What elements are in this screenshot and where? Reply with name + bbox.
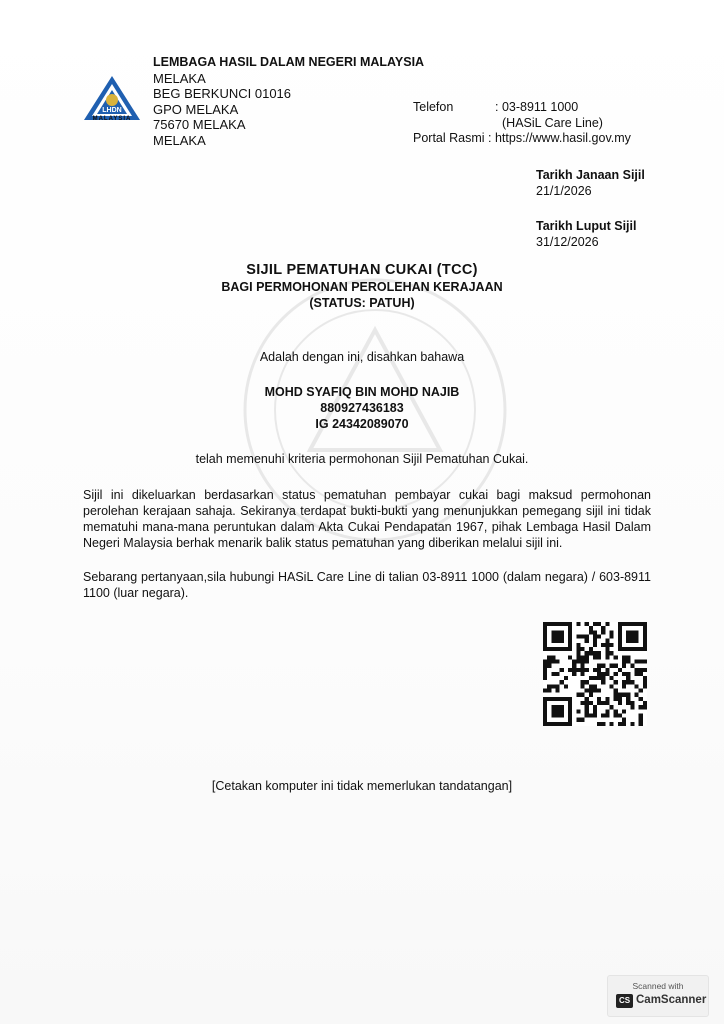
qr-module (614, 693, 618, 697)
qr-module (643, 705, 647, 709)
qr-module (585, 622, 589, 626)
qr-module (597, 701, 601, 705)
qr-module (643, 659, 647, 663)
qr-module (639, 705, 643, 709)
qr-module (576, 634, 580, 638)
qr-finder-part (543, 722, 572, 726)
qr-module (547, 664, 551, 668)
qr-module (618, 693, 622, 697)
logo-caption: MALAYSIA (92, 116, 132, 122)
qr-module (555, 672, 559, 676)
qr-module (585, 697, 589, 701)
qr-module (593, 639, 597, 643)
qr-module (593, 655, 597, 659)
qr-module (601, 701, 605, 705)
certificate-dates (536, 168, 645, 250)
qr-module (564, 676, 568, 680)
qr-module (614, 655, 618, 659)
qr-module (626, 697, 630, 701)
qr-module (626, 680, 630, 684)
qr-module (630, 664, 634, 668)
qr-module (597, 676, 601, 680)
qr-module (585, 651, 589, 655)
qr-module (576, 709, 580, 713)
intro-text: Adalah dengan ini, disahkan bahawa (259, 350, 465, 364)
expiry-date-label: Tarikh Luput Sijil (536, 219, 637, 233)
qr-finder-part (543, 622, 572, 626)
qr-module (560, 668, 564, 672)
qr-module (576, 693, 580, 697)
issue-date-label: Tarikh Janaan Sijil (536, 168, 645, 182)
qr-module (589, 693, 593, 697)
qr-module (639, 714, 643, 718)
qr-module (639, 722, 643, 726)
qr-module (618, 701, 622, 705)
qr-module (610, 722, 614, 726)
qr-module (601, 664, 605, 668)
qr-module (593, 634, 597, 638)
title-line-2: BAGI PERMOHONAN PEROLEHAN KERAJAAN (221, 280, 503, 294)
enquiry-paragraph: Sebarang pertanyaan,sila hubungi HASiL Care Line di talian 03-8911 1000 (dalam negara) / 603-8911 1100 (luar negara). (83, 570, 651, 600)
qr-module (614, 664, 618, 668)
qr-module (626, 701, 630, 705)
qr-module (643, 676, 647, 680)
qr-module (630, 701, 634, 705)
qr-module (593, 643, 597, 647)
qr-module (576, 647, 580, 651)
qr-module (597, 697, 601, 701)
qr-module (580, 672, 584, 676)
contact-info (413, 100, 631, 147)
agency-address (153, 55, 424, 148)
qr-module (597, 622, 601, 626)
qr-module (610, 705, 614, 709)
address-line: 75670 MELAKA (153, 117, 246, 132)
qr-module (622, 718, 626, 722)
qr-module (580, 634, 584, 638)
qr-finder-part (618, 622, 647, 626)
qr-module (610, 634, 614, 638)
qr-module (585, 709, 589, 713)
title-line-1: SIJIL PEMATUHAN CUKAI (TCC) (246, 262, 478, 278)
qr-module (610, 651, 614, 655)
computer-print-note: [Cetakan komputer ini tidak memerlukan tandatangan] (211, 779, 513, 793)
qr-module (589, 689, 593, 693)
qr-module (597, 722, 601, 726)
qr-module (601, 643, 605, 647)
qr-module (618, 697, 622, 701)
qr-module (555, 659, 559, 663)
qr-module (547, 659, 551, 663)
criteria-text: telah memenuhi kriteria permohonan Sijil Pematuhan Cukai. (195, 452, 529, 466)
qr-module (618, 722, 622, 726)
qr-module (585, 634, 589, 638)
qr-module (643, 701, 647, 705)
holder-name: MOHD SYAFIQ BIN MOHD NAJIB (264, 385, 460, 399)
qr-module (618, 714, 622, 718)
qr-finder-part (543, 622, 547, 651)
qr-module (589, 714, 593, 718)
qr-module (630, 680, 634, 684)
qr-module (589, 651, 593, 655)
address-line: MELAKA (153, 70, 206, 86)
qr-module (585, 701, 589, 705)
camscanner-logo-icon: CS (616, 994, 633, 1008)
qr-module (605, 697, 609, 701)
qr-module (572, 659, 576, 663)
qr-module (585, 639, 589, 643)
camscanner-badge (607, 975, 709, 1017)
qr-module (605, 651, 609, 655)
agency-name: LEMBAGA HASIL DALAM NEGERI MALAYSIA (153, 55, 425, 69)
qr-module (601, 630, 605, 634)
qr-module (605, 668, 609, 672)
qr-module (597, 651, 601, 655)
qr-module (593, 684, 597, 688)
qr-module (622, 722, 626, 726)
qr-module (593, 705, 597, 709)
qr-module (614, 680, 618, 684)
qr-module (543, 668, 547, 672)
qr-module (572, 664, 576, 668)
qr-module (585, 689, 589, 693)
qr-module (622, 680, 626, 684)
qr-module (597, 634, 601, 638)
qr-module (605, 639, 609, 643)
qr-module (543, 672, 547, 676)
qr-module (543, 659, 547, 663)
qr-module (576, 622, 580, 626)
qr-module (593, 630, 597, 634)
qr-module (614, 672, 618, 676)
qr-module (643, 680, 647, 684)
qr-finder-part (543, 697, 547, 726)
qr-module (576, 651, 580, 655)
portal-link[interactable]: : https://www.hasil.gov.my (488, 131, 631, 145)
qr-module (597, 668, 601, 672)
qr-code (543, 622, 647, 726)
qr-finder-part (618, 622, 622, 651)
qr-module (614, 697, 618, 701)
qr-module (618, 668, 622, 672)
qr-module (580, 718, 584, 722)
qr-module (576, 668, 580, 672)
qr-finder-part (551, 630, 563, 642)
qr-module (580, 659, 584, 663)
qr-module (626, 676, 630, 680)
qr-module (605, 655, 609, 659)
holder-id-number: 880927436183 (320, 401, 404, 415)
qr-module (622, 709, 626, 713)
qr-module (580, 668, 584, 672)
logo-text: LHDN (102, 107, 122, 114)
camscanner-name: CamScanner (636, 994, 707, 1006)
certificate-title (0, 262, 724, 310)
qr-module (635, 668, 639, 672)
qr-module (543, 689, 547, 693)
qr-module (639, 672, 643, 676)
qr-module (643, 668, 647, 672)
scanned-with-label: Scanned with (632, 981, 684, 991)
qr-module (576, 643, 580, 647)
qr-finder-part (543, 697, 572, 701)
qr-module (610, 684, 614, 688)
qr-module (610, 676, 614, 680)
qr-module (580, 680, 584, 684)
qr-module (580, 664, 584, 668)
qr-module (547, 655, 551, 659)
address-line: GPO MELAKA (153, 101, 239, 117)
portal-label: Portal Rasmi (413, 131, 485, 145)
qr-module (589, 626, 593, 630)
phone-label: Telefon (413, 100, 454, 114)
qr-module (555, 689, 559, 693)
title-status: (STATUS: PATUH) (309, 296, 415, 310)
qr-module (572, 672, 576, 676)
qr-module (635, 659, 639, 663)
qr-finder-part (551, 705, 563, 717)
qr-module (610, 664, 614, 668)
qr-module (626, 659, 630, 663)
qr-module (543, 676, 547, 680)
qr-finder-part (643, 622, 647, 651)
qr-module (643, 684, 647, 688)
qr-module (605, 701, 609, 705)
qr-module (626, 672, 630, 676)
qr-finder-part (568, 622, 572, 651)
qr-module (639, 718, 643, 722)
qr-module (585, 668, 589, 672)
qr-module (576, 655, 580, 659)
qr-module (580, 647, 584, 651)
qr-module (551, 655, 555, 659)
qr-module (635, 693, 639, 697)
qr-module (597, 689, 601, 693)
qr-module (580, 693, 584, 697)
qr-module (547, 684, 551, 688)
qr-module (605, 647, 609, 651)
qr-module (576, 718, 580, 722)
qr-module (585, 655, 589, 659)
qr-module (585, 659, 589, 663)
qr-module (555, 684, 559, 688)
qr-module (610, 643, 614, 647)
qr-module (605, 622, 609, 626)
disclaimer-paragraph: Sijil ini dikeluarkan berdasarkan status pematuhan pembayar cukai bagi maksud permohonan perolehan kerajaan sahaja. Sekiranya terdapat bukti-bukti yang menunjukkan pemegang sijil ini tidak mematuhi mana-mana peruntukan dalam Akta Cukai Pendapatan 1967, pihak Lembaga Hasil Dalam Negeri Malaysia berhak menarik balik status pematuhan yang diberikan melalui sijil ini. (83, 488, 651, 550)
expiry-date-value: 31/12/2026 (536, 234, 599, 249)
qr-module (589, 647, 593, 651)
qr-module (568, 668, 572, 672)
qr-module (639, 668, 643, 672)
qr-module (610, 630, 614, 634)
address-line: MELAKA (153, 132, 206, 148)
qr-module (551, 684, 555, 688)
qr-module (601, 680, 605, 684)
qr-module (593, 676, 597, 680)
qr-module (605, 672, 609, 676)
qr-module (580, 701, 584, 705)
qr-module (601, 626, 605, 630)
qr-module (572, 668, 576, 672)
qr-finder-part (543, 647, 572, 651)
qr-module (589, 630, 593, 634)
qr-module (635, 672, 639, 676)
qr-module (601, 676, 605, 680)
qr-module (639, 689, 643, 693)
address-line: BEG BERKUNCI 01016 (153, 86, 292, 101)
qr-module (593, 651, 597, 655)
qr-module (605, 643, 609, 647)
qr-module (605, 714, 609, 718)
qr-module (639, 659, 643, 663)
qr-module (614, 714, 618, 718)
phone-note: (HASiL Care Line) (502, 115, 603, 130)
qr-module (601, 714, 605, 718)
qr-module (639, 697, 643, 701)
qr-module (593, 714, 597, 718)
qr-finder-part (618, 647, 647, 651)
qr-module (576, 659, 580, 663)
qr-module (605, 709, 609, 713)
qr-module (626, 693, 630, 697)
qr-module (630, 722, 634, 726)
holder-details (0, 384, 724, 432)
qr-module (589, 701, 593, 705)
phone-value: : 03-8911 1000 (495, 100, 579, 114)
qr-module (622, 693, 626, 697)
qr-module (614, 689, 618, 693)
qr-module (568, 655, 572, 659)
qr-module (593, 709, 597, 713)
qr-module (580, 655, 584, 659)
qr-module (543, 664, 547, 668)
qr-module (551, 659, 555, 663)
qr-module (622, 659, 626, 663)
qr-module (614, 709, 618, 713)
qr-module (547, 689, 551, 693)
qr-module (622, 684, 626, 688)
qr-module (622, 655, 626, 659)
qr-module (622, 672, 626, 676)
qr-module (601, 672, 605, 676)
qr-module (622, 664, 626, 668)
qr-finder-part (626, 630, 638, 642)
qr-module (551, 672, 555, 676)
qr-module (589, 676, 593, 680)
qr-module (593, 622, 597, 626)
qr-module (585, 680, 589, 684)
qr-module (589, 684, 593, 688)
qr-module (580, 684, 584, 688)
qr-module (560, 680, 564, 684)
qr-module (635, 684, 639, 688)
qr-module (601, 722, 605, 726)
qr-module (626, 655, 630, 659)
qr-module (593, 689, 597, 693)
qr-module (585, 714, 589, 718)
holder-tax-reference: IG 24342089070 (315, 417, 409, 431)
qr-module (630, 705, 634, 709)
qr-module (564, 684, 568, 688)
qr-module (597, 664, 601, 668)
qr-module (593, 668, 597, 672)
issue-date-value: 21/1/2026 (536, 183, 592, 198)
qr-module (597, 672, 601, 676)
qr-module (597, 655, 601, 659)
qr-finder-part (568, 697, 572, 726)
qr-module (585, 705, 589, 709)
